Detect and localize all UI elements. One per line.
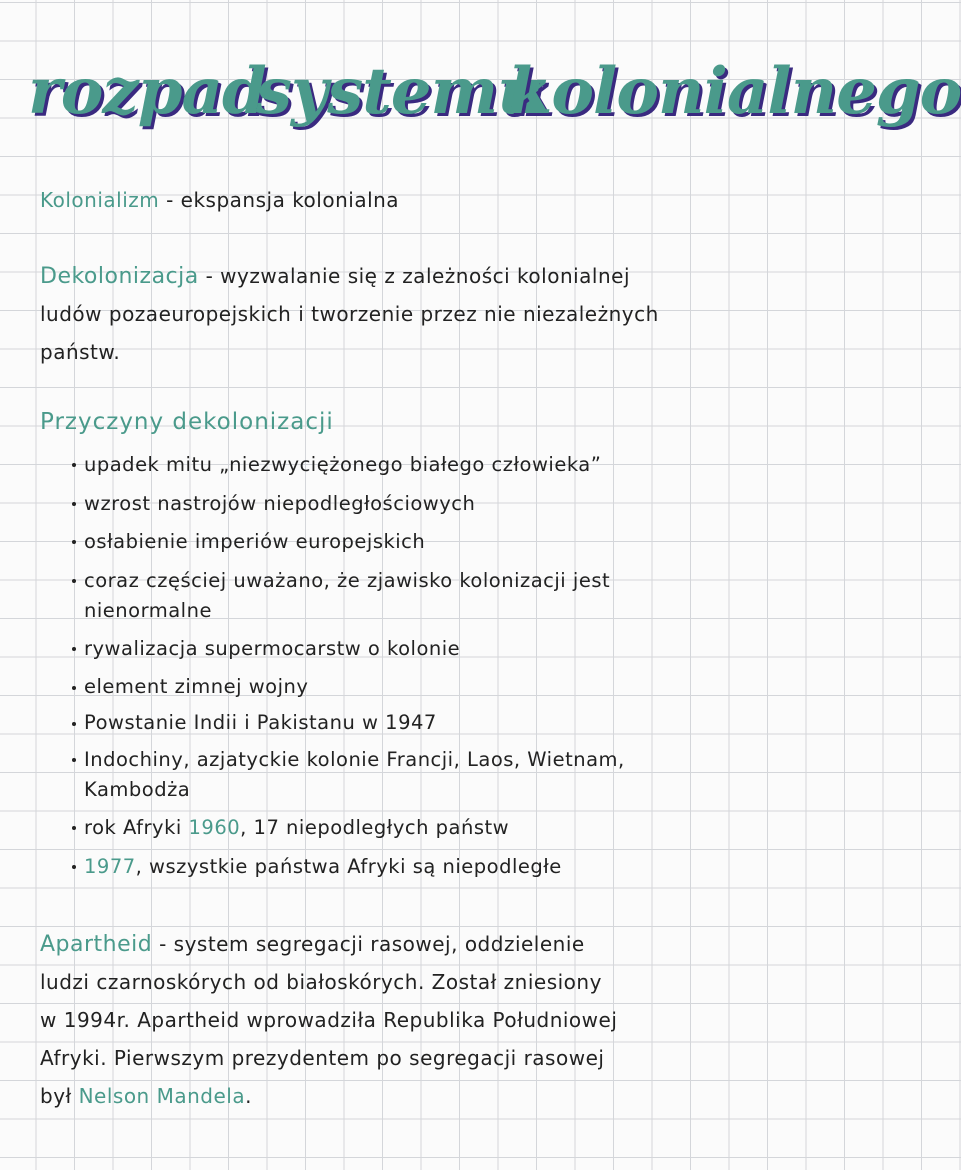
apartheid-line-5	[40, 1082, 252, 1110]
list-item-continuation: nienormalne	[84, 599, 212, 622]
b9-rest: , 17 niepodległych państw	[240, 816, 510, 839]
list-item: Indochiny, azjatyckie kolonie Francji, Laos, Wietnam,	[72, 741, 812, 780]
dekolonizacja-line-2: ludów pozaeuropejskich i tworzenie przez nie niezależnych	[40, 302, 659, 326]
title-word-kolonialnego: kolonialnego	[508, 54, 961, 129]
list-item: Powstanie Indii i Pakistanu w 1947	[72, 705, 812, 741]
list-item: coraz częściej uważano, że zjawisko kolonizacji jest	[72, 562, 812, 601]
nelson-mandela: Nelson Mandela	[78, 1084, 246, 1108]
dekolonizacja-line-3: państw.	[40, 340, 121, 364]
list-item: osłabienie imperiów europejskich	[72, 523, 812, 562]
apartheid-period: .	[245, 1084, 252, 1108]
list-item: rywalizacja supermocarstw o kolonie	[72, 630, 812, 669]
kolonializm-definition	[40, 186, 399, 214]
apartheid-line-3: w 1994r. Apartheid wprowadziła Republika Południowej	[40, 1008, 618, 1032]
apartheid-text-5: był	[40, 1084, 79, 1108]
year-1960: 1960	[188, 816, 241, 839]
przyczyny-heading: Przyczyny dekolonizacji	[40, 409, 334, 435]
przyczyny-list	[72, 446, 812, 886]
list-item: element zimnej wojny	[72, 669, 812, 705]
apartheid-line-1	[40, 930, 585, 959]
apartheid-text-1: - system segregacji rasowej, oddzielenie	[152, 932, 585, 956]
apartheid-term: Apartheid	[40, 932, 153, 957]
apartheid-line-2: ludzi czarnoskórych od białoskórych. Został zniesiony	[40, 970, 602, 994]
year-1977: 1977	[84, 854, 136, 878]
b9-text: rok Afryki	[84, 816, 189, 839]
title-word-rozpad: rozpad	[28, 54, 266, 129]
title-word-systemu: systemu	[256, 54, 543, 129]
list-item-continuation: Kambodża	[84, 778, 191, 801]
list-item: wzrost nastrojów niepodległościowych	[72, 485, 812, 524]
b10-rest: , wszystkie państwa Afryki są niepodległe	[135, 854, 562, 878]
page-title	[28, 42, 961, 162]
list-item	[72, 809, 812, 848]
dekolonizacja-text-1: - wyzwalanie się z zależności kolonialnej	[198, 264, 631, 288]
list-item	[72, 848, 812, 887]
apartheid-line-4: Afryki. Pierwszym prezydentem po segregacji rasowej	[40, 1046, 605, 1070]
kolonializm-term: Kolonializm	[40, 188, 160, 212]
dekolonizacja-term: Dekolonizacja	[40, 264, 199, 289]
kolonializm-text: - ekspansja kolonialna	[159, 188, 400, 212]
list-item: upadek mitu „niezwyciężonego białego człowieka”	[72, 446, 812, 485]
dekolonizacja-line-1	[40, 262, 630, 291]
